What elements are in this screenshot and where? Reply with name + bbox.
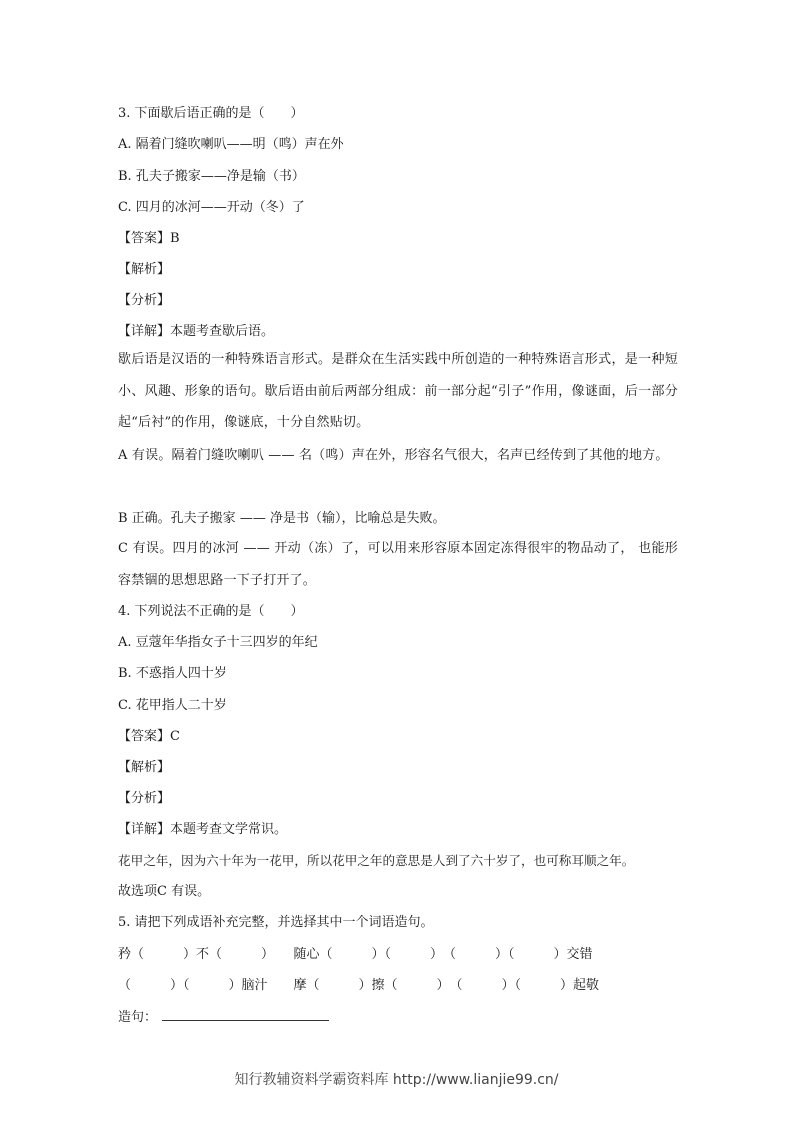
q3-option-c: C. 四月的冰河——开动（冬）了	[118, 200, 305, 215]
q4-analysis-heading: 【解析】	[118, 760, 171, 775]
footer-watermark: 知行教辅资料学霸资料库 http://www.lianjie99.cn/	[234, 1072, 559, 1088]
q3-question: 3. 下面歇后语正确的是（ ）	[118, 106, 304, 121]
q3-answer: 【答案】B	[118, 231, 180, 246]
q3-fenxi-heading: 【分析】	[118, 293, 171, 308]
q4-question: 4. 下列说法不正确的是（ ）	[118, 604, 304, 619]
q3-option-b: B. 孔夫子搬家——净是输（书）	[118, 169, 305, 184]
q4-option-c: C. 花甲指人二十岁	[118, 698, 227, 713]
q5-sentence-label: 造句：	[118, 1010, 158, 1025]
q5-idiom-row-1: 矜（ ）不（ ） 随心（ ）（ ） （ ）（ ）交错	[118, 947, 593, 962]
q4-detail-heading: 【详解】本题考查文学常识。	[118, 822, 288, 837]
q5-question: 5. 请把下列成语补充完整，并选择其中一个词语造句。	[118, 915, 434, 930]
q4-conclusion: 故选项C 有误。	[118, 884, 211, 899]
q4-fenxi-heading: 【分析】	[118, 791, 171, 806]
q4-option-a: A. 豆蔻年华指女子十三四岁的年纪	[118, 635, 318, 650]
q5-sentence-blank	[162, 1005, 329, 1021]
q4-explanation: 花甲之年，因为六十年为一花甲，所以花甲之年的意思是人到了六十岁了，也可称耳顺之年。	[118, 853, 635, 868]
q3-b-comment: B 正确。孔夫子搬家 —— 净是书（输），比喻总是失败。	[118, 511, 446, 526]
q3-c-comment: C 有误。四月的冰河 —— 开动（冻）了，可以用来形容原本固定冻得很牢的物品动了， 也能形容禁锢的思想思路一下子打开了。	[118, 541, 678, 588]
q4-answer: 【答案】C	[118, 729, 180, 744]
q3-detail-heading: 【详解】本题考查歇后语。	[118, 324, 275, 339]
q5-idiom-row-2: （ ）（ ）脑汁 摩（ ）擦（ ） （ ）（ ）起敬	[118, 978, 600, 993]
q3-analysis-heading: 【解析】	[118, 262, 171, 277]
q4-option-b: B. 不惑指人四十岁	[118, 666, 227, 681]
q3-option-a: A. 隔着门缝吹喇叭——明（鸣）声在外	[118, 137, 344, 152]
q3-explanation: 歇后语是汉语的一种特殊语言形式。是群众在生活实践中所创造的一种特殊语言形式，是一种短小、风趣、形象的语句。歇后语由前后两部分组成：前一部分起“引子”作用，像谜面，后一部分起“后衬”的作用，像谜底，十分自然贴切。	[118, 352, 678, 430]
q3-a-comment: A 有误。隔着门缝吹喇叭 —— 名（鸣）声在外，形容名气很大，名声已经传到了其他的地方。	[118, 448, 669, 463]
